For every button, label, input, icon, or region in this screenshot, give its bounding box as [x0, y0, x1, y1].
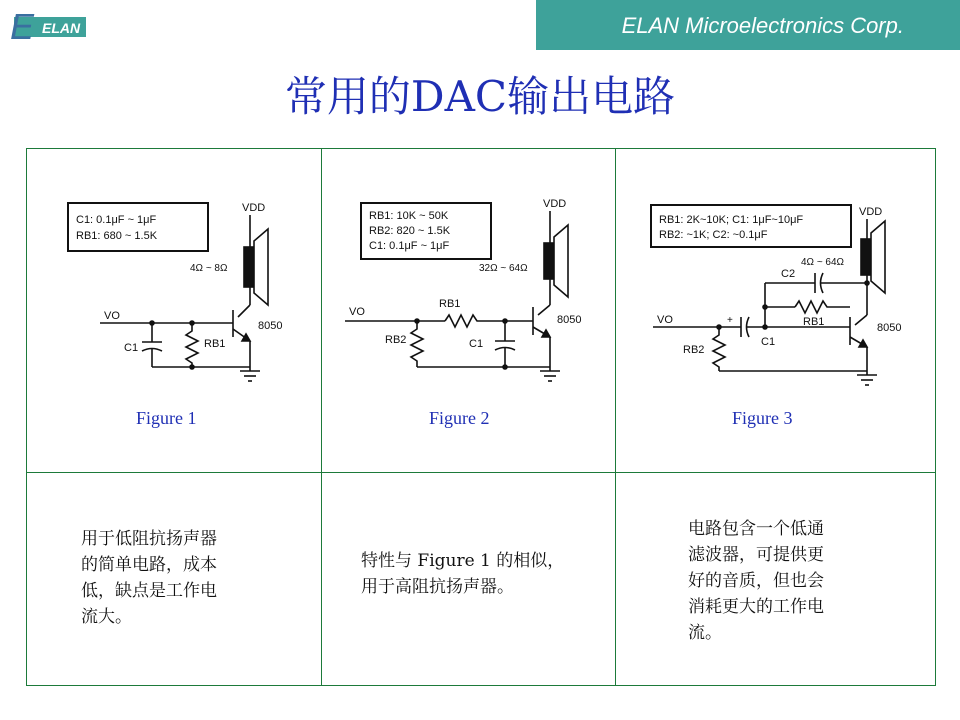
description-1-line: 低，缺点是工作电: [81, 581, 217, 601]
fig1-param-1: C1: 0.1μF ~ 1μF: [76, 214, 157, 226]
fig3-param-2: RB2: ~1K; C2: ~0.1μF: [659, 229, 768, 241]
fig1-vo-label: VO: [104, 310, 120, 322]
description-1-line: 的简单电路，成本: [81, 555, 217, 575]
fig2-c1-label: C1: [469, 338, 484, 350]
fig1-param-2: RB1: 680 ~ 1.5K: [76, 230, 158, 242]
description-3-line: 好的音质，但也会: [688, 571, 824, 591]
logo-letter: E: [10, 6, 35, 47]
fig3-c1-label: C1: [761, 336, 776, 348]
grid-line: [321, 148, 322, 686]
fig2-transistor-label: 8050: [557, 314, 582, 326]
fig1-transistor-label: 8050: [258, 320, 283, 332]
figure-1-circuit: [76, 195, 310, 395]
description-2: [361, 548, 564, 600]
company-name: ELAN Microelectronics Corp.: [621, 13, 904, 38]
grid-line: [615, 148, 616, 686]
logo-text: ELAN: [42, 20, 81, 36]
description-3-line: 滤波器，可提供更: [688, 545, 824, 565]
description-2-line: 特性与 Figure 1 的相似，: [361, 551, 565, 571]
description-1-line: 用于低阻抗扬声器: [81, 529, 217, 549]
grid-line: [26, 685, 936, 686]
fig1-rb1-label: RB1: [204, 338, 226, 350]
description-3-line: 电路包含一个低通: [688, 519, 824, 539]
fig3-param-1: RB1: 2K~10K; C1: 1μF~10μF: [659, 214, 804, 226]
fig2-rb1-label: RB1: [439, 298, 461, 310]
grid-line: [26, 148, 936, 149]
fig2-vo-label: VO: [349, 306, 365, 318]
fig3-speaker-label: 4Ω ~ 64Ω: [801, 257, 845, 268]
figure-2-circuit: [345, 195, 600, 395]
description-1: [81, 526, 217, 630]
header-bar: [0, 0, 960, 50]
fig3-rb1-label: RB1: [803, 316, 825, 328]
description-1-line: 流大。: [81, 607, 132, 627]
figure-1-label: Figure 1: [136, 408, 197, 428]
elan-logo: [8, 3, 118, 47]
description-3: [688, 516, 824, 646]
grid-line: [26, 472, 936, 473]
description-3-line: 流。: [688, 623, 722, 643]
fig2-rb2-label: RB2: [385, 334, 407, 346]
figure-2-label: Figure 2: [429, 408, 490, 428]
fig1-c1-label: C1: [124, 342, 139, 354]
figure-3-label: Figure 3: [732, 408, 793, 428]
fig3-transistor-label: 8050: [877, 322, 902, 334]
fig2-param-3: C1: 0.1μF ~ 1μF: [369, 240, 450, 252]
fig1-vdd-label: VDD: [242, 202, 266, 214]
description-2-line: 用于高阻抗扬声器。: [361, 577, 514, 597]
fig3-rb2-label: RB2: [683, 344, 705, 356]
header-right: [536, 0, 960, 50]
fig3-vdd-label: VDD: [859, 206, 883, 218]
header-left: [0, 0, 536, 50]
fig1-speaker-label: 4Ω ~ 8Ω: [190, 263, 228, 274]
fig2-vdd-label: VDD: [543, 198, 567, 210]
fig2-speaker-label: 32Ω ~ 64Ω: [479, 263, 528, 274]
page-title: 常用的DAC输出电路: [284, 72, 676, 121]
grid-line: [26, 148, 27, 686]
fig2-param-2: RB2: 820 ~ 1.5K: [369, 225, 451, 237]
figure-3-circuit: [645, 195, 900, 395]
fig3-vo-label: VO: [657, 314, 673, 326]
svg-text:+: +: [727, 315, 733, 326]
grid-line: [935, 148, 936, 686]
description-3-line: 消耗更大的工作电: [688, 597, 824, 617]
fig2-param-1: RB1: 10K ~ 50K: [369, 210, 449, 222]
fig3-c2-label: C2: [781, 268, 796, 280]
